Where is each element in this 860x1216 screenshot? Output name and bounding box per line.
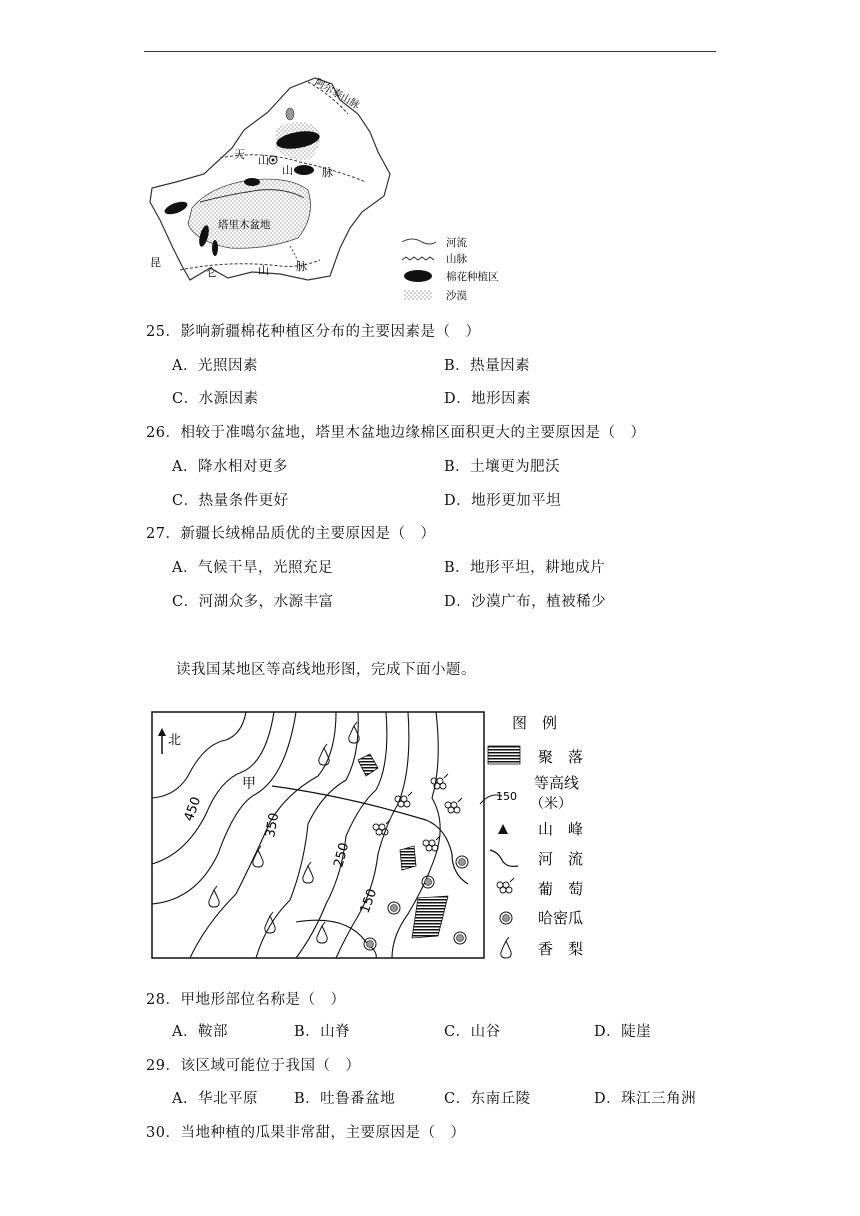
label-kunlun-4: 脉 xyxy=(296,260,307,273)
cotton-area xyxy=(294,165,314,175)
q26-option-c[interactable]: C．热量条件更好 xyxy=(172,493,289,509)
header-rule xyxy=(144,51,716,52)
legend-title: 图 例 xyxy=(512,714,558,732)
label-altai: 阿尔泰山脉 xyxy=(312,77,362,112)
q26-option-d[interactable]: D．地形更加平坦 xyxy=(444,493,562,509)
north-label: 北 xyxy=(168,733,182,748)
settlement xyxy=(400,846,416,870)
cotton-area xyxy=(212,240,218,256)
q27-option-b[interactable]: B．地形平坦，耕地成片 xyxy=(444,560,606,576)
legend-settlement-label: 聚 落 xyxy=(538,748,584,766)
cotton-area xyxy=(163,199,189,217)
point-jia: 甲 xyxy=(242,776,256,792)
label-tianshan-1: 天 xyxy=(234,148,245,161)
legend-pear-label: 香 梨 xyxy=(538,940,584,958)
q28-option-b[interactable]: B．山脊 xyxy=(294,1024,351,1040)
city-marker-dot xyxy=(272,159,275,162)
legend-settlement-symbol xyxy=(488,746,520,764)
legend-melon-icon xyxy=(500,912,512,924)
legend-contour-label: 等高线 xyxy=(534,774,580,792)
q27-option-c[interactable]: C．河湖众多，水源丰富 xyxy=(172,594,334,610)
q26-option-b[interactable]: B．土壤更为肥沃 xyxy=(444,459,561,475)
cotton-area xyxy=(244,178,260,186)
label-tianshan-4: 脉 xyxy=(322,166,333,179)
label-kunlun-3: 山 xyxy=(258,264,269,277)
q29-option-c[interactable]: C．东南丘陵 xyxy=(444,1091,531,1107)
legend-melon-label: 哈密瓜 xyxy=(538,909,584,927)
label-tarim: 塔里木盆地 xyxy=(218,219,271,231)
xinjiang-map xyxy=(140,70,520,310)
label-tianshan-2: 山 xyxy=(258,154,269,167)
legend-contour-unit: （米） xyxy=(530,796,572,812)
q25-option-a[interactable]: A．光照因素 xyxy=(172,358,258,374)
q29-option-d[interactable]: D．珠江三角洲 xyxy=(594,1091,697,1107)
legend-grape-icon xyxy=(497,878,514,893)
label-kunlun-1: 昆 xyxy=(150,256,161,269)
q25-option-d[interactable]: D．地形因素 xyxy=(444,391,532,407)
q26-option-a[interactable]: A．降水相对更多 xyxy=(172,459,288,475)
legend-desert-symbol xyxy=(404,290,432,300)
question-26: 26．相较于准噶尔盆地，塔里木盆地边缘棉区面积更大的主要原因是（ ） xyxy=(146,425,646,441)
legend-river-symbol xyxy=(490,850,518,866)
legend-grape-label: 葡 萄 xyxy=(538,880,584,898)
legend-desert-label: 沙漠 xyxy=(446,290,467,302)
legend-river-label: 河 流 xyxy=(538,850,584,868)
legend-pear-icon xyxy=(501,937,511,958)
map2-legend xyxy=(480,714,583,958)
legend-contour-sample: 150 xyxy=(496,790,517,803)
legend-cotton-symbol xyxy=(404,270,432,282)
contour-label-350: 350 xyxy=(263,811,283,839)
legend-mountain-symbol xyxy=(402,257,434,260)
q28-option-c[interactable]: C．山谷 xyxy=(444,1024,501,1040)
legend-river-symbol xyxy=(402,239,436,244)
q29-option-b[interactable]: B．吐鲁番盆地 xyxy=(294,1091,396,1107)
contour-label-450: 450 xyxy=(181,794,205,824)
q28-option-a[interactable]: A．鞍部 xyxy=(172,1024,228,1040)
legend-river-label: 河流 xyxy=(446,237,467,249)
q27-option-a[interactable]: A．气候干旱，光照充足 xyxy=(172,560,333,576)
question-29: 29．该区域可能位于我国（ ） xyxy=(146,1058,361,1074)
question-28: 28．甲地形部位名称是（ ） xyxy=(146,992,346,1008)
contour-map xyxy=(146,704,594,966)
legend-peak-label: 山 峰 xyxy=(538,820,584,838)
contour-label-250: 250 xyxy=(331,841,353,870)
label-tianshan-3: 山 xyxy=(282,164,293,177)
legend-peak-symbol xyxy=(498,824,508,834)
map1-legend xyxy=(402,236,499,302)
question-25: 25．影响新疆棉花种植区分布的主要因素是（ ） xyxy=(146,324,481,340)
legend-mountain-label: 山脉 xyxy=(446,253,467,265)
question-30: 30．当地种植的瓜果非常甜，主要原因是（ ） xyxy=(146,1125,466,1141)
q29-option-a[interactable]: A．华北平原 xyxy=(172,1091,258,1107)
legend-cotton-label: 棉花种植区 xyxy=(446,271,499,283)
reading-intro: 读我国某地区等高线地形图，完成下面小题。 xyxy=(176,662,476,678)
question-27: 27．新疆长绒棉品质优的主要原因是（ ） xyxy=(146,526,436,542)
q28-option-d[interactable]: D．陡崖 xyxy=(594,1024,652,1040)
lake xyxy=(286,108,294,120)
contour-label-150: 150 xyxy=(357,886,381,916)
q25-option-b[interactable]: B．热量因素 xyxy=(444,358,531,374)
q25-option-c[interactable]: C．水源因素 xyxy=(172,391,259,407)
q27-option-d[interactable]: D．沙漠广布，植被稀少 xyxy=(444,594,607,610)
label-kunlun-2: 仑 xyxy=(206,266,217,279)
